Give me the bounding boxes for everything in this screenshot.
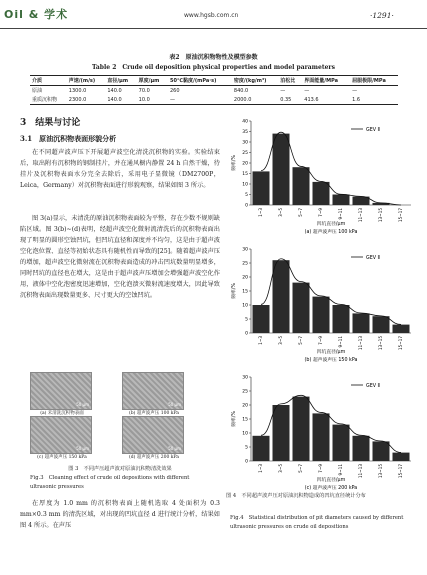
bar (253, 436, 270, 461)
bar (273, 405, 290, 461)
x-tick-label: 5~7 (298, 208, 303, 217)
section-title: 3 结果与讨论 (20, 118, 81, 128)
table-cell: — (352, 87, 358, 94)
table-cell: — (280, 87, 286, 94)
x-axis-label: 凹坑直径/μm (316, 350, 346, 355)
fig4-caption-cn: 图 4 不同超声波声压对原油沉积物造成的凹坑直径统计分布 (226, 493, 366, 499)
table-cell: — (304, 87, 310, 94)
paragraph-1: 在不同超声波声压下开展超声波空化清洗沉积物的实验。实验结束后，取出附有沉积物的钢制挂片，并在通风橱内静置 24 h 自然干燥，待挂片及沉积物表面水分完全去除后，采用电子显微镜（DM2700P，Leica，Germany）对沉积物表面进行形貌观察，结果如图 3 所示。 (20, 149, 220, 189)
x-tick-label: 11~13 (358, 464, 363, 479)
paragraph-3: 在厚度为 1.0 mm 的沉积物表面上随机选取 4 处面积为 0.3 mm×0.3 mm 的清洗区域，对出现的凹坑直径 d 进行统计分析，结果如图 4 所示。在声压 (20, 500, 220, 529)
y-tick-label: 10 (242, 182, 248, 188)
scale-bar-label: 50 μm (76, 446, 89, 451)
subsection-title: 3.1 原油沉积物表面形貌分析 (20, 134, 117, 143)
x-tick-label: 1~3 (258, 208, 263, 217)
page-number: ·1291· (370, 11, 394, 20)
scale-bar-label: 50 μm (76, 402, 89, 407)
chart-sublabel: (c) 超声波声压 200 kPa (304, 486, 358, 491)
journal-site: www.hgsb.com.cn (184, 12, 239, 19)
table-header-cell: 屈服极限/MPa (352, 78, 386, 84)
y-tick-label: 5 (245, 445, 248, 451)
y-tick-label: 35 (242, 130, 248, 135)
table-header-cell: 直径/μm (107, 78, 129, 84)
legend-label: GEV Ⅱ (366, 128, 380, 133)
x-tick-label: 3~5 (278, 336, 283, 345)
x-tick-label: 5~7 (298, 464, 303, 473)
table-cell: 重质沉积物 (32, 97, 58, 103)
x-tick-label: 9~11 (338, 208, 343, 220)
bar (333, 305, 350, 333)
x-tick-label: 13~15 (378, 464, 383, 479)
table-cell: — (170, 96, 175, 103)
y-tick-label: 5 (245, 317, 248, 323)
table-cell: 0.35 (280, 96, 292, 103)
x-tick-label: 11~13 (358, 208, 363, 223)
x-tick-label: 1~3 (258, 336, 263, 345)
micrograph-panel (122, 372, 186, 416)
x-tick-label: 11~13 (358, 336, 363, 351)
bar (273, 260, 290, 333)
y-tick-label: 0 (245, 203, 248, 209)
bar (333, 425, 350, 461)
bar (393, 453, 410, 461)
y-tick-label: 5 (245, 193, 248, 198)
y-tick-label: 25 (242, 151, 248, 156)
x-tick-label: 3~5 (278, 464, 283, 473)
y-tick-label: 10 (242, 303, 248, 309)
table-caption-en: Table 2 Crude oil deposition physical properties and model parameters (92, 64, 335, 71)
bar (313, 182, 330, 205)
bar (293, 167, 310, 205)
micrograph-image (30, 416, 92, 454)
x-axis-label: 凹坑直径/μm (316, 478, 346, 483)
table-cell: 413.6 (304, 96, 319, 103)
y-tick-label: 10 (242, 431, 248, 437)
x-tick-label: 9~11 (338, 336, 343, 348)
bar (253, 171, 270, 205)
table-cell: 2300.0 (68, 96, 87, 103)
y-tick-label: 30 (242, 140, 248, 146)
table-row (30, 86, 398, 96)
table-cell: 10.0 (138, 96, 150, 103)
bar (353, 313, 370, 333)
chart-sublabel: (b) 超声波声压 150 kPa (304, 358, 358, 363)
legend-label: GEV Ⅱ (366, 384, 380, 389)
y-tick-label: 15 (242, 172, 248, 177)
micrograph-image (122, 372, 184, 410)
bar (313, 297, 330, 333)
x-tick-label: 7~9 (318, 464, 323, 473)
bar (273, 134, 290, 205)
bar (373, 316, 390, 333)
paragraph-2: 图 3(a)显示，未清洗的原油沉积物表面较为平整，存在少数不规则缺陷区域。图 3(b)~(d)表明，经超声波空化微射流清洗后的沉积物表面出现了明显的圆形空蚀凹坑，但凹坑直径和深度并不均匀，这是由于超声波空化泡位置、直径等初始状态具有随机性而导致的[25]。随着超声波声压的增加，超声波空化微射流在沉积物表面造成的冲击凹坑数量明显增多，同时凹坑的直径也在增大，这是由于超声波声压增加会增强超声波空化作用，液体中空化泡密度迅速增加，空化泡溃灭微射流速度增大，因此导致沉积物表面出现数量更多、尺寸更大的空蚀凹坑。 (20, 215, 220, 299)
y-tick-label: 0 (245, 459, 248, 465)
table-cell: 140.0 (107, 96, 122, 103)
table-cell: 原油 (32, 88, 43, 94)
y-tick-label: 30 (242, 375, 248, 381)
x-tick-label: 7~9 (318, 208, 323, 217)
bar (393, 325, 410, 333)
micrograph-panel (122, 416, 186, 460)
x-axis-label: 凹坑直径/μm (316, 222, 346, 227)
bar (253, 305, 270, 333)
x-tick-label: 5~7 (298, 336, 303, 345)
y-axis-label: 频率/% (232, 283, 237, 299)
y-tick-label: 15 (242, 289, 248, 295)
properties-table (30, 75, 398, 105)
y-tick-label: 30 (242, 247, 248, 253)
y-tick-label: 20 (242, 161, 248, 167)
table-cell: 1.6 (352, 96, 361, 103)
bar (313, 413, 330, 461)
table-header-cell: 泊松比 (280, 78, 296, 84)
micrograph-panel (30, 416, 94, 460)
micrograph-caption: (d) 超声波声压 200 kPa (128, 455, 179, 460)
x-tick-label: 15~17 (398, 208, 403, 223)
scale-bar-label: 50 μm (168, 402, 181, 407)
y-axis-label: 频率/% (232, 155, 237, 171)
table-header-cell: 界面能量/MPa (304, 78, 339, 84)
chart-sublabel: (a) 超声波声压 100 kPa (304, 230, 358, 235)
scale-bar-label: 50 μm (168, 446, 181, 451)
y-tick-label: 0 (245, 331, 248, 337)
table-header-cell: 介质 (32, 78, 43, 84)
x-tick-label: 9~11 (338, 464, 343, 476)
bar (293, 283, 310, 333)
bar (353, 436, 370, 461)
table-cell: 1300.0 (68, 87, 87, 94)
x-tick-label: 1~3 (258, 464, 263, 473)
micrograph-image (30, 372, 92, 410)
micrograph-caption: (a) 未清洗沉积物表面 (40, 411, 84, 416)
fig3-caption-en: Fig.3 Cleaning effect of crude oil depositions with different ultrasonic pressures (30, 475, 190, 490)
table-caption-cn: 表2 原油沉积物物性及模型参数 (169, 54, 258, 61)
fig4-caption-en: Fig.4 Statistical distribution of pit diameters caused by different ultrasonic pressures on crude oil depositions (230, 515, 404, 530)
micrograph-image (122, 416, 184, 454)
table-cell: 2000.0 (233, 96, 252, 103)
figure-4 (225, 115, 420, 495)
y-tick-label: 40 (242, 119, 248, 125)
table-cell: 70.0 (138, 87, 150, 94)
y-tick-label: 25 (242, 389, 248, 395)
table-cell: 140.0 (107, 87, 122, 94)
micrograph-panel (30, 372, 94, 416)
table-cell: 840.0 (233, 87, 249, 94)
micrograph-caption: (c) 超声波声压 150 kPa (37, 455, 87, 460)
table-header-cell: 厚度/μm (138, 78, 160, 84)
fig3-caption-cn: 图 3 不同声压超声波对原油沉积物清洗效果 (68, 466, 172, 472)
legend-label: GEV Ⅱ (366, 256, 380, 261)
y-tick-label: 25 (242, 261, 248, 267)
x-tick-label: 13~15 (378, 208, 383, 223)
journal-logo: Oil & 学术 (4, 8, 69, 21)
y-axis-label: 频率/% (232, 411, 237, 427)
y-tick-label: 15 (242, 417, 248, 423)
x-tick-label: 7~9 (318, 336, 323, 345)
x-tick-label: 15~17 (398, 336, 403, 351)
bar (373, 441, 390, 461)
table-cell: 260 (170, 87, 180, 94)
bar (293, 397, 310, 461)
y-tick-label: 20 (242, 403, 248, 409)
table-row (30, 95, 398, 105)
y-tick-label: 20 (242, 275, 248, 281)
x-tick-label: 13~15 (378, 336, 383, 351)
bar (333, 195, 350, 206)
table-header-cell: 50℃黏度/(mPa·s) (170, 78, 217, 84)
table-header-cell: 声速/(m/s) (68, 78, 96, 84)
x-tick-label: 3~5 (278, 208, 283, 217)
table-header-cell: 密度/(kg/m³) (233, 78, 267, 84)
micrograph-caption: (b) 超声波声压 100 kPa (128, 411, 179, 416)
x-tick-label: 15~17 (398, 464, 403, 479)
